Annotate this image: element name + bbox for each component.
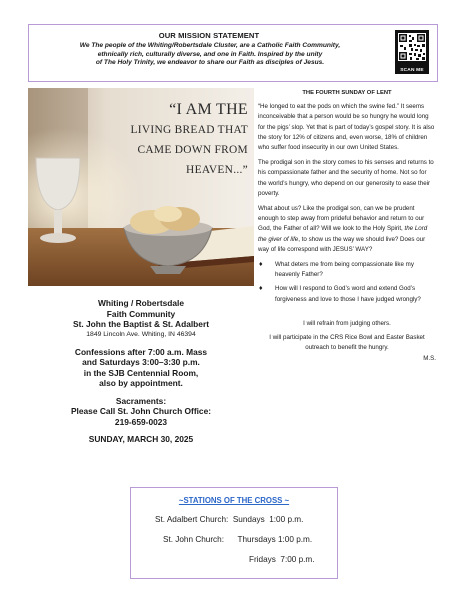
reflection-paragraph: “He longed to eat the pods on which the swine fed.” It seems inconceivable that a person would be so hungry he would long for the pigs’ slop. Yet that is part of today’s gospel story. It is also the story for 12% of citizens and, even worse, 18% of children who suffer food insecurity in our own United States. (258, 103, 435, 152)
list-item (258, 284, 436, 304)
mission-text (35, 42, 385, 68)
qr-code[interactable] (395, 30, 429, 74)
quote-line: “I AM THE (169, 101, 248, 118)
parish-info (28, 298, 254, 445)
stations-schedule-fridays: Fridays 7:00 p.m. (249, 555, 315, 564)
mission-title: OUR MISSION STATEMENT (158, 31, 260, 40)
stations-schedule-john: St. John Church: Thursdays 1:00 p.m. (163, 535, 313, 544)
bulletin-date: SUNDAY, MARCH 30, 2025 (88, 434, 194, 444)
reflection-paragraph (258, 204, 436, 255)
quote-line: CAME DOWN FROM (137, 144, 248, 156)
mission-line: of The Holy Trinity, we endeavor to share our Faith as disciples of Jesus. (95, 59, 325, 67)
parish-address: 1849 Lincoln Ave. Whiting, IN 46394 (86, 330, 196, 338)
confessions-line: Confessions after 7:00 a.m. Mass (74, 346, 208, 357)
sacraments-heading: Sacraments: (115, 395, 167, 406)
stations-schedule-adalbert: St. Adalbert Church: Sundays 1:00 p.m. (155, 515, 304, 524)
reflection-title: THE FOURTH SUNDAY OF LENT (302, 90, 392, 96)
parish-name: Whiting / Robertsdale (97, 298, 185, 308)
stations-of-the-cross-box (130, 487, 338, 579)
sacraments-line: Please Call St. John Church Office: (70, 406, 212, 416)
reflection-italic-text: the Lord the giver of life (258, 225, 428, 243)
diamond-bullet-icon: ♦ (259, 285, 263, 293)
parish-churches: St. John the Baptist & St. Adalbert (72, 319, 210, 329)
mission-line: We The people of the Whiting/Robertsdale Cluster, are a Catholic Faith Community, (79, 42, 341, 49)
quote-line: HEAVEN...” (186, 164, 248, 176)
office-phone: 219-659-0023 (114, 416, 168, 427)
list-item (258, 260, 436, 280)
mission-statement-box (28, 24, 438, 82)
reflection-text: What about us? Like the prodigal son, can we be prudent enough to step away from prideful behavior and return to our God, the Father of all? Will we look to the Holy Spirit, (258, 205, 425, 233)
bread-of-life-quote (98, 100, 248, 180)
parish-name-line2: Faith Community (106, 308, 176, 319)
mission-line: ethnically rich, culturally diverse, and one in Faith. Inspired by the unity (97, 50, 323, 58)
reflection-paragraph: The prodigal son in the story comes to his senses and returns to his compassionate father and the security of home. Not so for the world’s hungry, who depend on our generosity to ease their poverty. (258, 159, 434, 197)
resolution-judging: I will refrain from judging others. (303, 319, 391, 327)
quote-line: LIVING BREAD THAT (130, 124, 248, 136)
living-bread-photo (28, 88, 254, 286)
question-text: How will I respond to God’s word and extend God’s forgiveness and love to those I have judged wrongly? (275, 285, 421, 303)
stations-title-link[interactable]: ~STATIONS OF THE CROSS ~ (178, 496, 290, 505)
confessions-line: in the SJB Centennial Room, (83, 367, 199, 378)
diamond-bullet-icon: ♦ (259, 261, 263, 269)
resolution-rice-bowl: I will participate in the CRS Rice Bowl and Easter Basket outreach to benefit the hungry. (269, 334, 425, 352)
qr-scan-label: SCAN ME (400, 68, 424, 73)
question-text: What deters me from being compassionate like my heavenly Father? (275, 261, 414, 279)
confessions-line: also by appointment. (99, 378, 183, 388)
reflection-questions (258, 260, 436, 305)
qr-code-icon (398, 33, 426, 61)
reflection-text: , to show us the way we should live? Does our way of life correspond with JESUS’ WAY? (258, 235, 426, 253)
confessions-line: and Saturdays 3:00–3:30 p.m. (82, 357, 200, 367)
reflection-column (258, 88, 436, 365)
author-initials: M.S. (423, 355, 436, 363)
